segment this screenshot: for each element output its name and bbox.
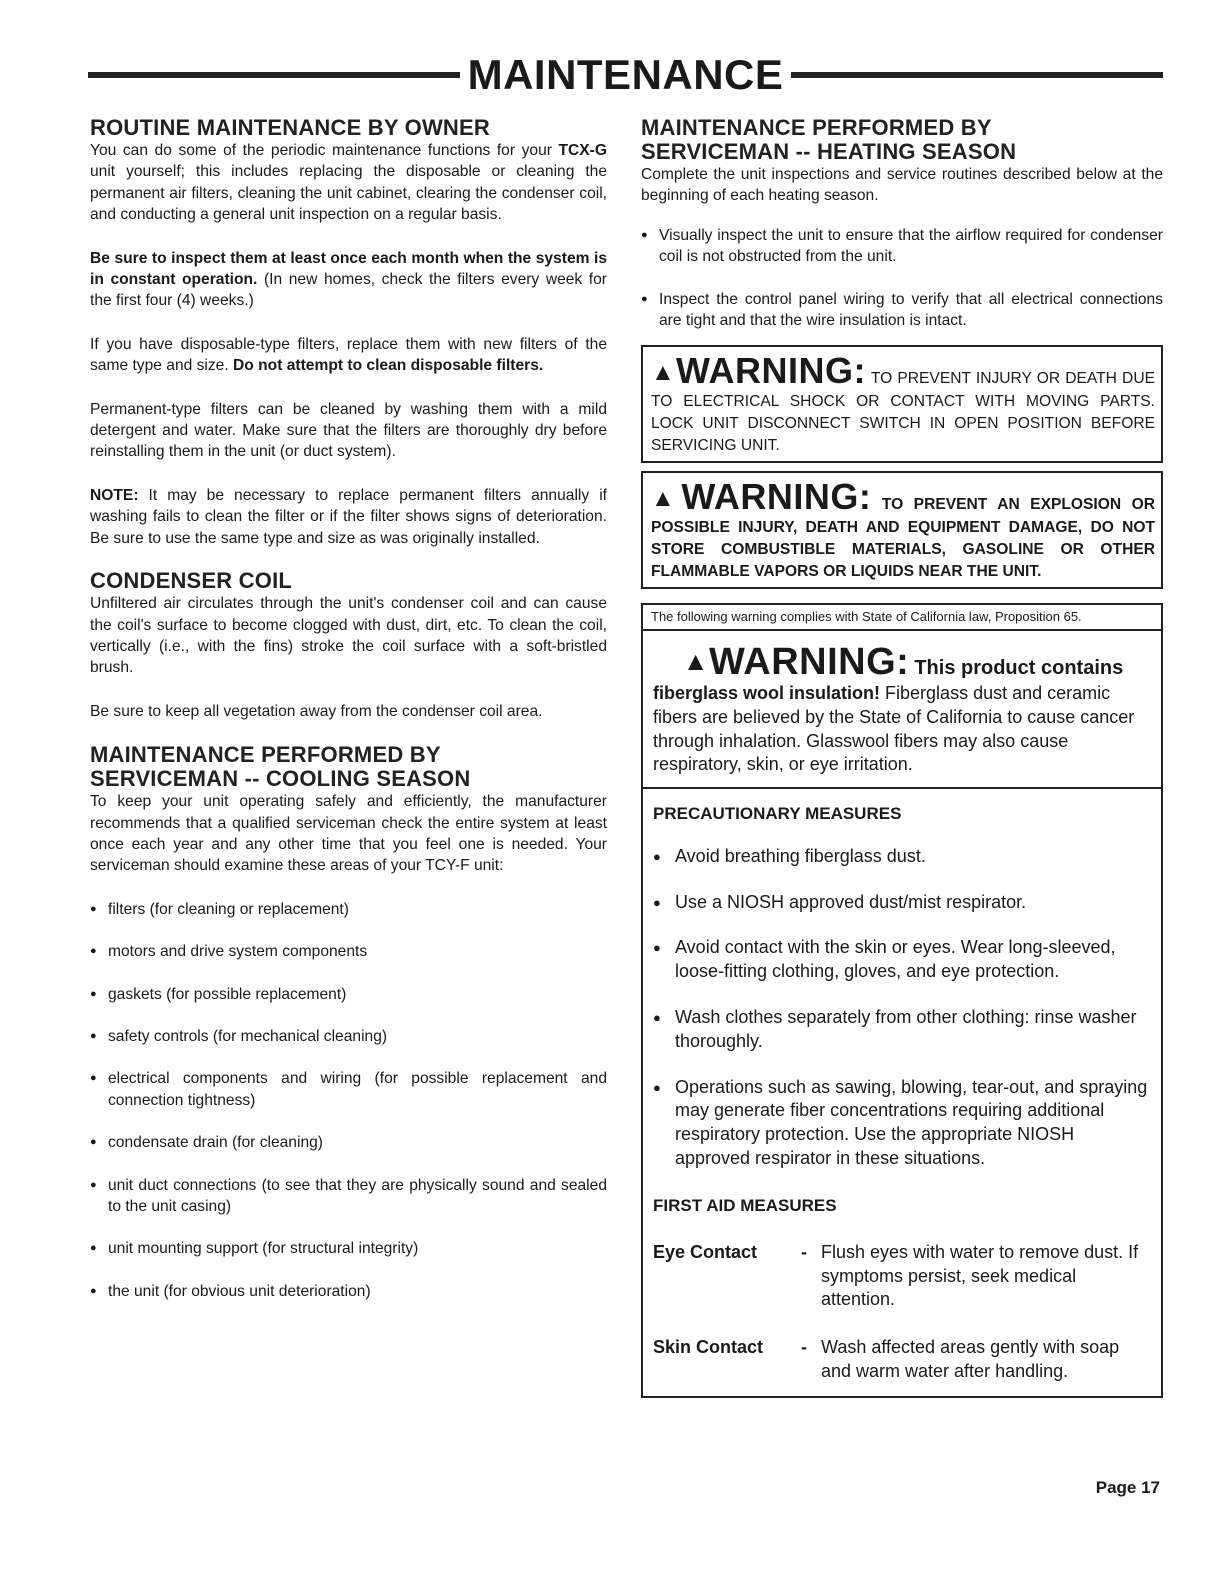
page-title: MAINTENANCE bbox=[88, 50, 1163, 100]
list-item: ● unit duct connections (to see that they are physically sound and sealed to the unit casing) bbox=[90, 1175, 607, 1218]
warning-explosion-box bbox=[641, 471, 1163, 589]
condenser-coil-paragraph-1: Unfiltered air circulates through the unit's condenser coil and can cause the coil's surface to become clogged with dust, dirt, etc. To clean the coil, vertically (i.e., with the fins) stroke the coil surface with a soft-bristled brush. bbox=[90, 595, 607, 677]
prop65-note: The following warning complies with State of California law, Proposition 65. bbox=[643, 605, 1161, 631]
list-item: ● filters (for cleaning or replacement) bbox=[90, 899, 607, 920]
list-item: ● Avoid breathing fiberglass dust. bbox=[653, 845, 1151, 869]
list-item: ● Wash clothes separately from other clothing: rinse washer thoroughly. bbox=[653, 1006, 1151, 1054]
routine-paragraph-3: If you have disposable-type filters, replace them with new filters of the same type and size. Do not attempt to clean disposable filters. bbox=[90, 335, 607, 375]
routine-paragraph-2: Be sure to inspect them at least once each month when the system is in constant operation. (In new homes, check the filters every week for the first four (4) weeks.) bbox=[90, 249, 608, 310]
heating-heading: MAINTENANCE PERFORMED BY SERVICEMAN -- HEATING SEASON bbox=[641, 115, 1017, 164]
warning-icon: ▲ bbox=[651, 359, 677, 387]
warning-icon: ▲ bbox=[682, 646, 709, 677]
list-item: ● unit mounting support (for structural integrity) bbox=[90, 1238, 607, 1259]
warning-electrical-text: ▲WARNING: TO PREVENT INJURY OR DEATH DUE TO ELECTRICAL SHOCK OR CONTACT WITH MOVING PARTS. LOCK UNIT DISCONNECT SWITCH IN OPEN POSITION BEFORE SERVICING UNIT. bbox=[651, 350, 1155, 455]
list-item: ● electrical components and wiring (for possible replacement and connection tightness) bbox=[90, 1068, 607, 1111]
cooling-intro: To keep your unit operating safely and efficiently, the manufacturer recommends that a qualified serviceman check the entire system at least once each year and any other time that you feel one is needed. Your serviceman should examine these areas of your TCY-F unit: bbox=[90, 793, 607, 875]
right-column bbox=[641, 116, 1163, 1398]
precaution-heading: PRECAUTIONARY MEASURES bbox=[653, 803, 902, 823]
list-item: ● motors and drive system components bbox=[90, 941, 607, 962]
routine-paragraph-1: You can do some of the periodic maintenance functions for your TCX-G unit yourself; this includes replacing the disposable or cleaning the permanent air filters, cleaning the unit cabinet, clearing the condenser coil, and conducting a general unit inspection on a regular basis. bbox=[90, 142, 607, 224]
warning-explosion-text: ▲WARNING: TO PREVENT AN EXPLOSION OR POSSIBLE INJURY, DEATH AND EQUIPMENT DAMAGE, DO NOT STORE COMBUSTIBLE MATERIALS, GASOLINE OR OTHER FLAMMABLE VAPORS OR LIQUIDS NEAR THE UNIT. bbox=[651, 476, 1156, 581]
cooling-heading: MAINTENANCE PERFORMED BY SERVICEMAN -- COOLING SEASON bbox=[90, 742, 471, 792]
page-number: Page 17 bbox=[1095, 1478, 1160, 1497]
list-item: ● Operations such as sawing, blowing, tear-out, and spraying may generate fiber concentrations requiring additional respiratory protection. Use the appropriate NIOSH approved respirator in these situations. bbox=[653, 1076, 1151, 1171]
page-header bbox=[88, 50, 1163, 102]
first-aid-skin: Skin Contact - Wash affected areas gently with soap and warm water after handling. bbox=[653, 1337, 1120, 1381]
list-item: ● Inspect the control panel wiring to verify that all electrical connections are tight and that the wire insulation is intact. bbox=[641, 289, 1163, 332]
list-item: ● safety controls (for mechanical cleaning) bbox=[90, 1026, 607, 1047]
condenser-coil-heading: CONDENSER COIL bbox=[90, 568, 293, 594]
first-aid-heading: FIRST AID MEASURES bbox=[653, 1195, 837, 1215]
warning-electrical-box bbox=[641, 345, 1163, 463]
left-column bbox=[90, 116, 607, 1302]
routine-paragraph-4: Permanent-type filters can be cleaned by washing them with a mild detergent and water. Make sure that the filters are thoroughly dry before reinstalling them in the unit (or duct system). bbox=[90, 400, 607, 461]
list-item: ● Avoid contact with the skin or eyes. Wear long-sleeved, loose-fitting clothing, gloves, and eye protection. bbox=[653, 936, 1151, 984]
routine-heading: ROUTINE MAINTENANCE BY OWNER bbox=[90, 115, 490, 140]
heating-intro: Complete the unit inspections and service routines described below at the beginning of each heating season. bbox=[641, 166, 1163, 205]
prop65-warning-box bbox=[641, 603, 1163, 788]
cooling-checklist bbox=[90, 899, 607, 1302]
list-item: ● gaskets (for possible replacement) bbox=[90, 984, 607, 1005]
list-item: ● the unit (for obvious unit deterioration) bbox=[90, 1281, 607, 1302]
condenser-coil-paragraph-2: Be sure to keep all vegetation away from the condenser coil area. bbox=[90, 702, 543, 720]
first-aid-eye: Eye Contact - Flush eyes with water to remove dust. If symptoms persist, seek medical attention. bbox=[653, 1241, 1139, 1310]
heating-checklist bbox=[641, 225, 1163, 332]
precaution-box bbox=[641, 789, 1163, 1398]
list-item: ● Visually inspect the unit to ensure that the airflow required for condenser coil is not obstructed from the unit. bbox=[641, 225, 1163, 268]
list-item: ● condensate drain (for cleaning) bbox=[90, 1132, 607, 1153]
prop65-warning-text: ▲WARNING: This product contains fiberglass wool insulation! Fiberglass dust and ceramic fibers are believed by the State of California to cause cancer through inhalation. Glasswool fibers may also cause respiratory, skin, or eye irritation. bbox=[653, 641, 1135, 775]
warning-icon: ▲ bbox=[651, 485, 682, 513]
list-item: ● Use a NIOSH approved dust/mist respirator. bbox=[653, 891, 1151, 915]
routine-note: NOTE: It may be necessary to replace permanent filters annually if washing fails to clean the filter or if the filter shows signs of deterioration. Be sure to use the same type and size as was originally installed. bbox=[90, 486, 607, 547]
precaution-list bbox=[653, 845, 1151, 1171]
